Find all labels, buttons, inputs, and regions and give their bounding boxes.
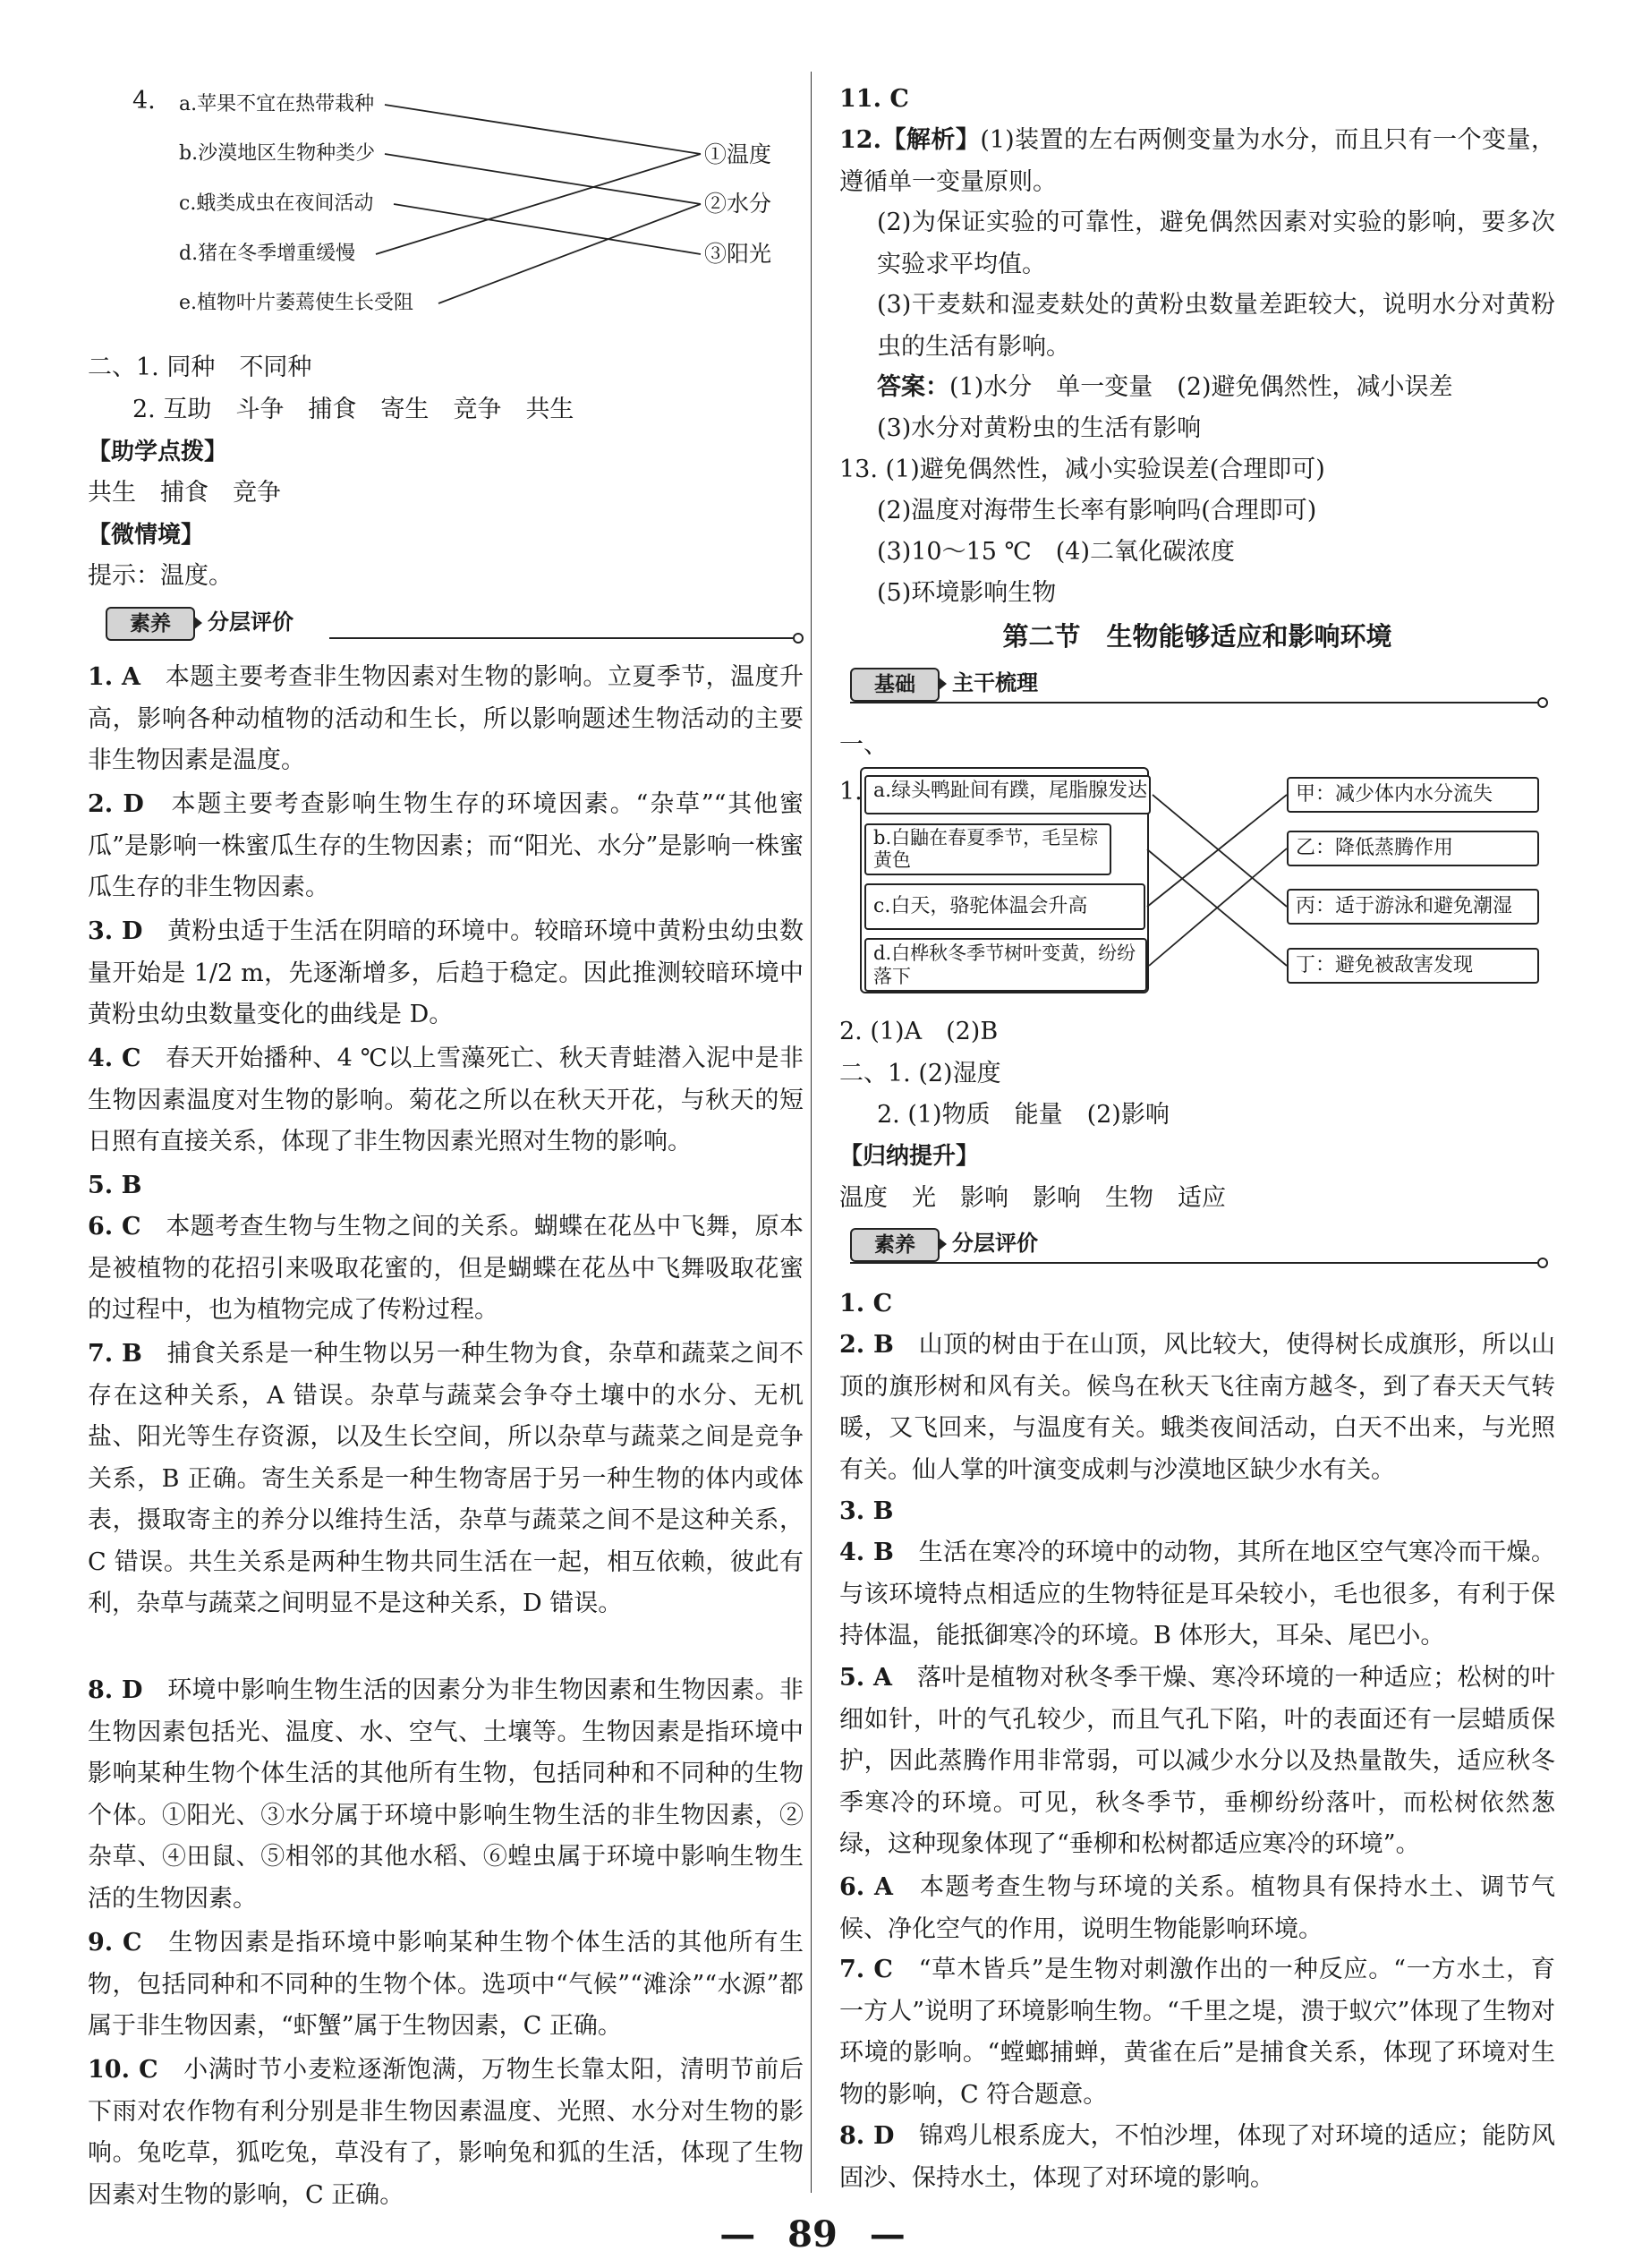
q4-item-a: a.苹果不宜在热带栽种 [179, 93, 375, 115]
answer-13-3: (3)10～15 ℃ (4)二氧化碳浓度 [877, 538, 1235, 566]
answer-num: 4. B [839, 1539, 894, 1566]
q4-factor-temperature: ①温度 [704, 141, 772, 167]
section-label: 分层评价 [952, 1231, 1038, 1256]
q4-item-e: e.植物叶片萎蔫使生长受阻 [179, 292, 414, 314]
analysis-tag: 【解析】 [881, 126, 981, 154]
column-divider [811, 72, 812, 2193]
answer-b1: 1. C [839, 1290, 893, 1317]
answer-num: 7. B [88, 1340, 142, 1368]
answer-text: 锦鸡儿根系庞大，不怕沙埋，体现了对环境的适应；能防风固沙、保持水土，体现了对环境的影响。 [839, 2122, 1555, 2192]
answer-text: 生活在寒冷的环境中的动物，其所在地区空气寒冷而干燥。与该环境特点相适应的生物特征是耳朵较小，毛也很多，有利于保持体温，能抵御寒冷的环境。B 体形大，耳朵、尾巴小。 [839, 1539, 1556, 1650]
answer-num: 10. C [88, 2056, 158, 2084]
answer-num: 7. C [839, 1956, 893, 1983]
answer-2 [88, 784, 804, 909]
answer-6 [88, 1206, 804, 1332]
tag-arrow-icon [938, 1237, 947, 1251]
answer-text: 落叶是植物对秋冬季干燥、寒冷环境的一种适应；松树的叶细如针，叶的气孔较少，而且气孔下陷，叶的表面还有一层蜡质保护，因此蒸腾作用非常弱，可以减少水分以及热量散失，适应秋冬季寒冷的环境。可见，秋冬季节，垂柳纷纷落叶，而松树依然葱绿，这种现象体现了“垂柳和松树都适应寒冷的环境”。 [839, 1664, 1555, 1858]
answer-num: 9. C [88, 1929, 142, 1957]
answer-num: 6. C [88, 1213, 141, 1241]
suyang-tag: 素养 [850, 1228, 940, 1262]
answer-4 [88, 1038, 804, 1164]
answer-9 [88, 1923, 804, 2048]
answer-b3: 3. B [839, 1497, 894, 1525]
answer-13-5: (5)环境影响生物 [877, 579, 1057, 607]
answer-b5 [839, 1658, 1555, 1866]
answer-8 [88, 1670, 804, 1920]
answer-12-answer [877, 367, 1453, 409]
answer-b7 [839, 1949, 1555, 2116]
page-footer [0, 2213, 1625, 2257]
page-number: 89 [787, 2213, 838, 2255]
header-rule [850, 702, 1537, 703]
zhuxue-text: 共生 捕食 竞争 [88, 479, 281, 507]
header-rule [329, 637, 793, 639]
suyang-tag: 素养 [106, 607, 195, 641]
basics-q2: 2. (1)A (2)B [839, 1018, 999, 1045]
answer-num: 8. D [88, 1676, 143, 1704]
answer-3 [88, 911, 804, 1036]
answer-num: 2. B [839, 1331, 894, 1359]
answer-num: 3. D [88, 917, 143, 945]
match-left-d: d.白桦秋冬季节树叶变黄，纷纷落下 [864, 938, 1147, 992]
q4-item-b: b.沙漠地区生物种类少 [179, 142, 376, 165]
answer-num: 6. A [839, 1873, 893, 1901]
weiqing-text: 提示：温度。 [88, 562, 233, 590]
answer-12 [839, 120, 1555, 203]
answer-b6 [839, 1867, 1555, 1950]
q4-number: 4. [132, 87, 156, 115]
match-left-b: b.白鼬在春夏季节，毛呈棕黄色 [864, 823, 1111, 875]
section-header-evaluation [106, 603, 804, 643]
rule-dot-icon [1537, 1258, 1548, 1268]
answer-13-2: (2)温度对海带生长率有影响吗(合理即可) [877, 497, 1317, 524]
answer-text: 捕食关系是一种生物以另一种生物为食，杂草和蔬菜之间不存在这种关系，A 错误。杂草与蔬菜会争夺土壤中的水分、无机盐、阳光等生存资源，以及生长空间，所以杂草与蔬菜之间是竞争关系，B 正确。寄生关系是一种生物寄居于另一种生物的体内或体表，摄取寄主的养分以维持生活，杂草与蔬菜之间不是这种关系，C 错误。共生关系是两种生物共同生活在一起，相互依赖，彼此有利，杂草与蔬菜之间明显不是这种关系，D 错误。 [88, 1340, 804, 1617]
answer-text: 黄粉虫适于生活在阴暗的环境中。较暗环境中黄粉虫幼虫数量开始是 1/2 m，先逐渐增多，后趋于稳定。因此推测较暗环境中黄粉虫幼虫数量变化的曲线是 D。 [88, 917, 804, 1028]
answer-7 [88, 1334, 804, 1625]
q4-item-c: c.蛾类成虫在夜间活动 [179, 192, 374, 215]
q4-item-d: d.猪在冬季增重缓慢 [179, 243, 356, 265]
answer-text: 本题考查生物与环境的关系。植物具有保持水土、调节气候、净化空气的作用，说明生物能影响环境。 [839, 1873, 1556, 1943]
footer-dash-left: — [719, 2213, 756, 2255]
answer-text: 环境中影响生物生活的因素分为非生物因素和生物因素。非生物因素包括光、温度、水、空气、土壤等。生物因素是指环境中影响某种生物个体生活的其他所有生物，包括同种和不同种的生物个体。①阳光、③水分属于环境中影响生物生活的非生物因素，②杂草、④田鼠、⑤相邻的其他水稻、⑥蝗虫属于环境中影响生物生活的生物因素。 [88, 1676, 804, 1913]
rule-dot-icon [1537, 697, 1548, 708]
answer-text: 小满时节小麦粒逐渐饱满，万物生长靠太阳，清明节前后下雨对农作物有利分别是非生物因素温度、光照、水分对生物的影响。兔吃草，狐吃兔，草没有了，影响兔和狐的生活，体现了生物因素对生物的影响，C 正确。 [88, 2056, 804, 2209]
answer-text: 山顶的树由于在山顶，风比较大，使得树长成旗形，所以山顶的旗形树和风有关。候鸟在秋天飞往南方越冬，到了春天天气转暖，又飞回来，与温度有关。蛾类夜间活动，白天不出来，与光照有关。仙人掌的叶演变成刺与沙漠地区缺少水有关。 [839, 1331, 1556, 1484]
match-right-bing: 丙：适于游泳和避免潮湿 [1287, 889, 1539, 925]
match-lines [1145, 761, 1297, 1002]
q4-match-lines [0, 0, 805, 340]
match-right-jia: 甲：减少体内水分流失 [1287, 777, 1539, 813]
section2-q1: 二、1. 同种 不同种 [88, 354, 312, 381]
weiqing-title: 【微情境】 [88, 522, 205, 549]
section-label: 主干梳理 [952, 670, 1038, 695]
section-label: 分层评价 [208, 610, 294, 635]
q4-factor-sunlight: ③阳光 [704, 241, 772, 267]
answer-num: 5. A [839, 1664, 892, 1692]
answer-b8 [839, 2116, 1555, 2199]
answer-text: (1)水分 单一变量 (2)避免偶然性，减小误差 [949, 373, 1453, 401]
part-one-label: 一、 [839, 731, 888, 759]
answer-b2 [839, 1325, 1555, 1491]
header-rule [850, 1262, 1537, 1264]
section2-q2: 2. 互助 斗争 捕食 寄生 竞争 共生 [132, 396, 574, 423]
section-title: 第二节 生物能够适应和影响环境 [1002, 621, 1392, 652]
answer-num: 8. D [839, 2122, 895, 2150]
answer-label: 答案： [877, 373, 949, 401]
match-right-ding: 丁：避免被敌害发现 [1287, 948, 1539, 984]
answer-10 [88, 2050, 804, 2216]
answer-num: 12. [839, 126, 881, 154]
answer-text: 生物因素是指环境中影响某种生物个体生活的其他所有生物，包括同种和不同种的生物个体。选项中“气候”“滩涂”“水源”都属于非生物因素，“虾蟹”属于生物因素，C 正确。 [88, 1929, 804, 2040]
answer-num: 1. A [88, 663, 140, 691]
answer-11: 11. C [839, 85, 909, 113]
guina-title: 【归纳提升】 [839, 1143, 980, 1170]
answer-12-part3: (3)干麦麸和湿麦麸处的黄粉虫数量差距较大，说明水分对黄粉虫的生活有影响。 [877, 291, 1555, 361]
answer-1 [88, 657, 804, 782]
match-left-a: a.绿头鸭趾间有蹼，尾脂腺发达 [864, 775, 1151, 814]
tag-arrow-icon [193, 616, 202, 630]
answer-13-1: 13. (1)避免偶然性，减小实验误差(合理即可) [839, 456, 1325, 483]
footer-dash-right: — [869, 2213, 906, 2255]
answer-text: 本题主要考查影响生物生存的环境因素。“杂草”“其他蜜瓜”是影响一株蜜瓜生存的生物因素；而“阳光、水分”是影响一株蜜瓜生存的非生物因素。 [88, 790, 804, 901]
tag-arrow-icon [938, 677, 947, 691]
q4-factor-water: ②水分 [704, 191, 772, 217]
match-right-yi: 乙：降低蒸腾作用 [1287, 831, 1539, 866]
basics-section2-q2: 2. (1)物质 能量 (2)影响 [877, 1101, 1170, 1129]
answer-5: 5. B [88, 1172, 142, 1199]
answer-12-answer-3: (3)水分对黄粉虫的生活有影响 [877, 414, 1202, 442]
answer-b4 [839, 1532, 1555, 1658]
section-header-basics [850, 664, 1548, 703]
guina-text: 温度 光 影响 影响 生物 适应 [839, 1184, 1226, 1212]
zhuxue-title: 【助学点拨】 [88, 439, 228, 465]
answer-12-part2: (2)为保证实验的可靠性，避免偶然因素对实验的影响，要多次实验求平均值。 [877, 209, 1555, 278]
answer-num: 4. C [88, 1044, 141, 1072]
match-left-c: c.白天，骆驼体温会升高 [864, 883, 1145, 930]
section-header-evaluation-2 [850, 1224, 1548, 1264]
rule-dot-icon [793, 633, 804, 644]
answer-text: 本题考查生物与生物之间的关系。蝴蝶在花丛中飞舞，原本是被植物的花招引来吸取花蜜的，但是蝴蝶在花丛中飞舞吸取花蜜的过程中，也为植物完成了传粉过程。 [88, 1213, 804, 1324]
answer-text: “草木皆兵”是生物对刺激作出的一种反应。“一方水土，育一方人”说明了环境影响生物。“千里之堤，溃于蚁穴”体现了生物对环境的影响。“螳螂捕蝉，黄雀在后”是捕食关系，体现了环境对生物的影响，C 符合题意。 [839, 1956, 1555, 2109]
answer-text: (1)装置的左右两侧变量为水分，而且只有一个变量，遵循单一变量原则。 [839, 126, 1556, 196]
answer-num: 2. D [88, 790, 144, 818]
basics-section2-q1: 二、1. (2)湿度 [839, 1060, 1001, 1087]
jichu-tag: 基础 [850, 668, 940, 702]
match-number: 1. [839, 778, 863, 806]
answer-text: 本题主要考查非生物因素对生物的影响。立夏季节，温度升高，影响各种动植物的活动和生长，所以影响题述生物活动的主要非生物因素是温度。 [88, 663, 804, 774]
answer-text: 春天开始播种、4 ℃以上雪藻死亡、秋天青蛙潜入泥中是非生物因素温度对生物的影响。菊花之所以在秋天开花，与秋天的短日照有直接关系，体现了非生物因素光照对生物的影响。 [88, 1044, 804, 1155]
